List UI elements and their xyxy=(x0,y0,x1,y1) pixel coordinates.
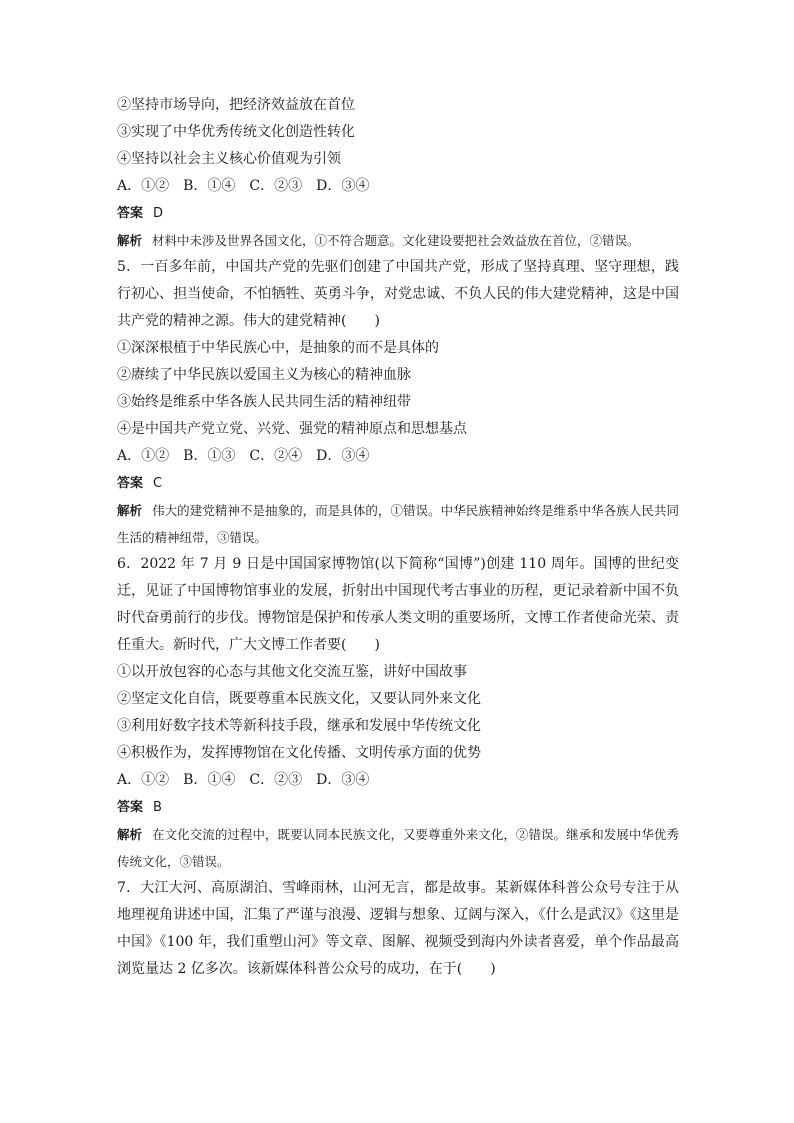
question-stem: 6．2022 年 7 月 9 日是中国国家博物馆(以下简称“国博”)创建 110 周年。国博的世纪变迁，见证了中国博物馆事业的发展，折射出中国现代考古事业的历程，更记录着新中国不负时代奋勇前行的步伐。博物馆是保护和传承人类文明的重要场所，文博工作者使命光荣、责任重大。新时代，广大文博工作者要( ) xyxy=(117,556,679,653)
answer-label: 答案 xyxy=(117,206,144,221)
explanation-text: 在文化交流的过程中，既要认同本民族文化，又要尊重外来文化，②错误。继承和发展中华优秀传统文化，③错误。 xyxy=(117,827,679,869)
answer-value: B xyxy=(153,800,162,815)
answer-value: C xyxy=(153,476,163,491)
choice-item: ①深深根植于中华民族心中，是抽象的而不是具体的 xyxy=(117,340,439,356)
explanation xyxy=(117,821,679,875)
choice-item: ②赓续了中华民族以爱国主义为核心的精神血脉 xyxy=(117,367,411,383)
answer-options: A．①② B．①③ C．②④ D．③④ xyxy=(117,448,370,464)
choice-item: ③始终是维系中华各族人民共同生活的精神纽带 xyxy=(117,394,411,410)
choice-item: ④积极作为，发挥博物馆在文化传播、文明传承方面的优势 xyxy=(117,745,481,761)
explanation-label: 解析 xyxy=(117,827,143,842)
explanation xyxy=(117,227,679,254)
answer-label: 答案 xyxy=(117,800,144,815)
explanation-label: 解析 xyxy=(117,503,143,518)
document-page xyxy=(117,92,679,983)
answer-label: 答案 xyxy=(117,476,144,491)
question-5 xyxy=(117,254,679,551)
choice-item: ④坚持以社会主义核心价值观为引领 xyxy=(117,151,341,167)
explanation-text: 伟大的建党精神不是抽象的，而是具体的，①错误。中华民族精神始终是维系中华各族人民共同生活的精神纽带，③错误。 xyxy=(117,503,679,545)
answer-options: A．①② B．①④ C．②③ D．③④ xyxy=(117,772,370,788)
answer-line xyxy=(117,200,679,227)
answer-line xyxy=(117,794,679,821)
question-6 xyxy=(117,551,679,875)
choice-item: ②坚定文化自信，既要尊重本民族文化，又要认同外来文化 xyxy=(117,691,481,707)
explanation-text: 材料中未涉及世界各国文化，①不符合题意。文化建设要把社会效益放在首位，②错误。 xyxy=(152,233,640,248)
choice-item: ②坚持市场导向，把经济效益放在首位 xyxy=(117,97,355,113)
question-7 xyxy=(117,875,679,983)
choice-item: ③实现了中华优秀传统文化创造性转化 xyxy=(117,124,355,140)
choice-item: ①以开放包容的心态与其他文化交流互鉴，讲好中国故事 xyxy=(117,664,467,680)
question-stem: 5．一百多年前，中国共产党的先驱们创建了中国共产党，形成了坚持真理、坚守理想，践行初心、担当使命，不怕牺牲、英勇斗争，对党忠诚、不负人民的伟大建党精神，这是中国共产党的精神之源。伟大的建党精神( ) xyxy=(117,259,679,329)
answer-value: D xyxy=(153,206,164,221)
explanation-label: 解析 xyxy=(117,233,143,248)
question-4-continued xyxy=(117,92,679,254)
answer-line xyxy=(117,470,679,497)
explanation xyxy=(117,497,679,551)
answer-options: A．①② B．①④ C．②③ D．③④ xyxy=(117,178,370,194)
choice-item: ④是中国共产党立党、兴党、强党的精神原点和思想基点 xyxy=(117,421,467,437)
choice-item: ③利用好数字技术等新科技手段，继承和发展中华传统文化 xyxy=(117,718,481,734)
question-stem: 7．大江大河、高原湖泊、雪峰雨林，山河无言，都是故事。某新媒体科普公众号专注于从地理视角讲述中国，汇集了严谨与浪漫、逻辑与想象、辽阔与深入，《什么是武汉》《这里是中国》《100 年，我们重塑山河》等文章、图解、视频受到海内外读者喜爱，单个作品最高浏览量达 2 亿多次。该新媒体科普公众号的成功，在于( ) xyxy=(117,880,679,977)
